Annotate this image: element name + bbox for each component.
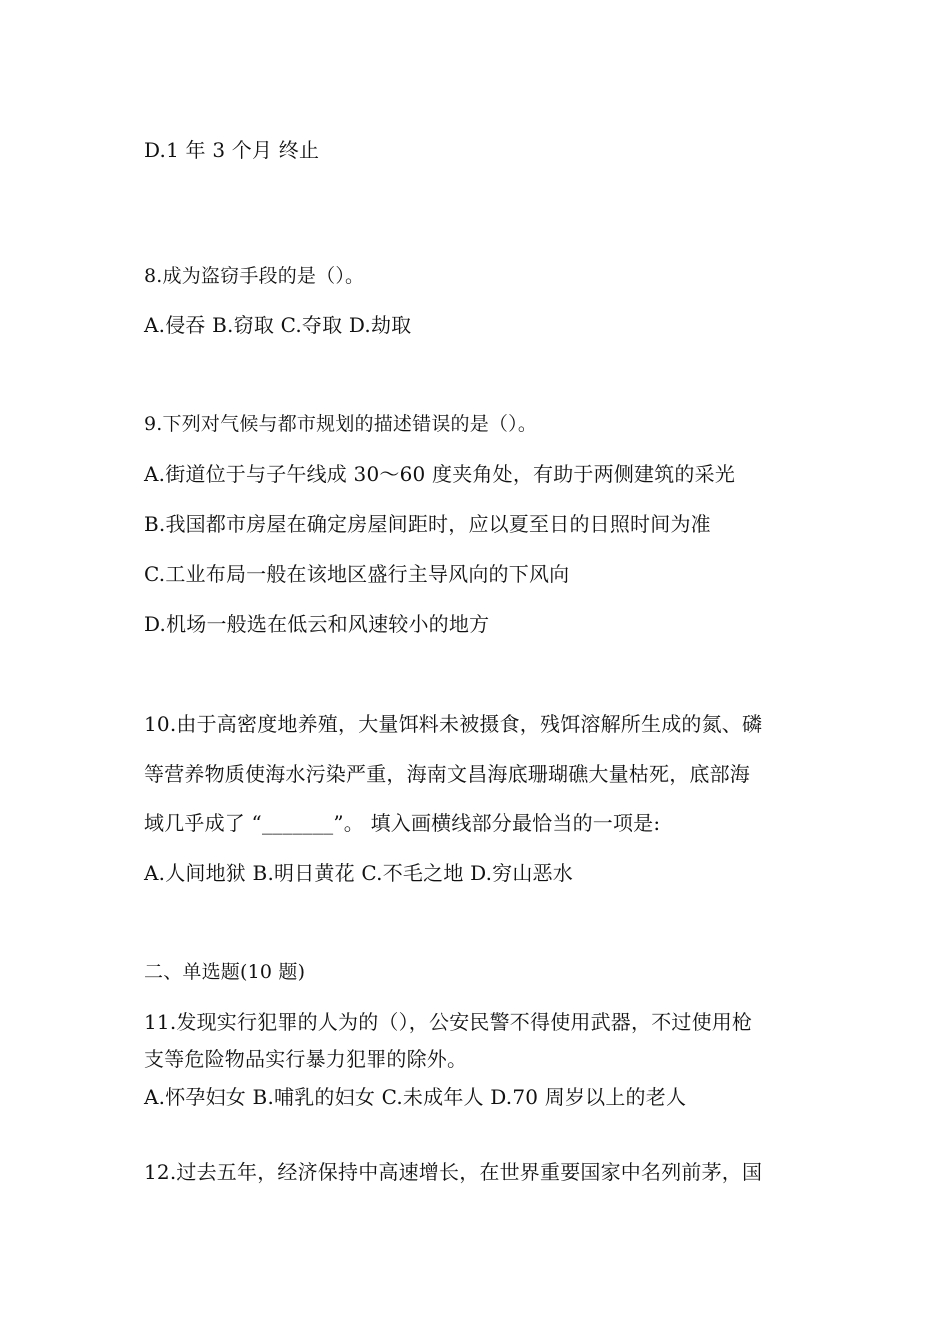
q9-option-a: A.街道位于与子午线成 30～60 度夹角处，有助于两侧建筑的采光 [144, 462, 736, 486]
q9-option-b: B.我国都市房屋在确定房屋间距时，应以夏至日的日照时间为准 [144, 512, 711, 536]
q11-stem-line-2: 支等危险物品实行暴力犯罪的除外。 [144, 1047, 468, 1071]
q10-stem-line-2: 等营养物质使海水污染严重，海南文昌海底珊瑚礁大量枯死，底部海 [144, 762, 750, 786]
q10-options: A.人间地狱 B.明日黄花 C.不毛之地 D.穷山恶水 [144, 861, 573, 885]
q9-option-d: D.机场一般选在低云和风速较小的地方 [144, 612, 490, 636]
q10-stem-line-3: 域几乎成了 “_______”。 填入画横线部分最恰当的一项是: [144, 811, 661, 835]
q11-options: A.怀孕妇女 B.哺乳的妇女 C.未成年人 D.70 周岁以上的老人 [144, 1085, 687, 1109]
q9-option-c: C.工业布局一般在该地区盛行主导风向的下风向 [144, 562, 570, 586]
q9-stem: 9.下列对气候与都市规划的描述错误的是（）。 [144, 413, 538, 435]
q10-stem-line-1: 10.由于高密度地养殖，大量饵料未被摄食，残饵溶解所生成的氮、磷 [144, 712, 763, 736]
q11-stem-line-1: 11.发现实行犯罪的人为的（），公安民警不得使用武器，不过使用枪 [144, 1010, 753, 1034]
section-heading: 二、单选题(10 题) [144, 961, 306, 983]
q7-option-d: D.1 年 3 个月 终止 [144, 138, 320, 162]
q8-options: A.侵吞 B.窃取 C.夺取 D.劫取 [144, 313, 412, 337]
q12-stem-line-1: 12.过去五年，经济保持中高速增长，在世界重要国家中名列前茅，国 [144, 1160, 763, 1184]
q8-stem: 8.成为盗窃手段的是（）。 [144, 265, 365, 287]
